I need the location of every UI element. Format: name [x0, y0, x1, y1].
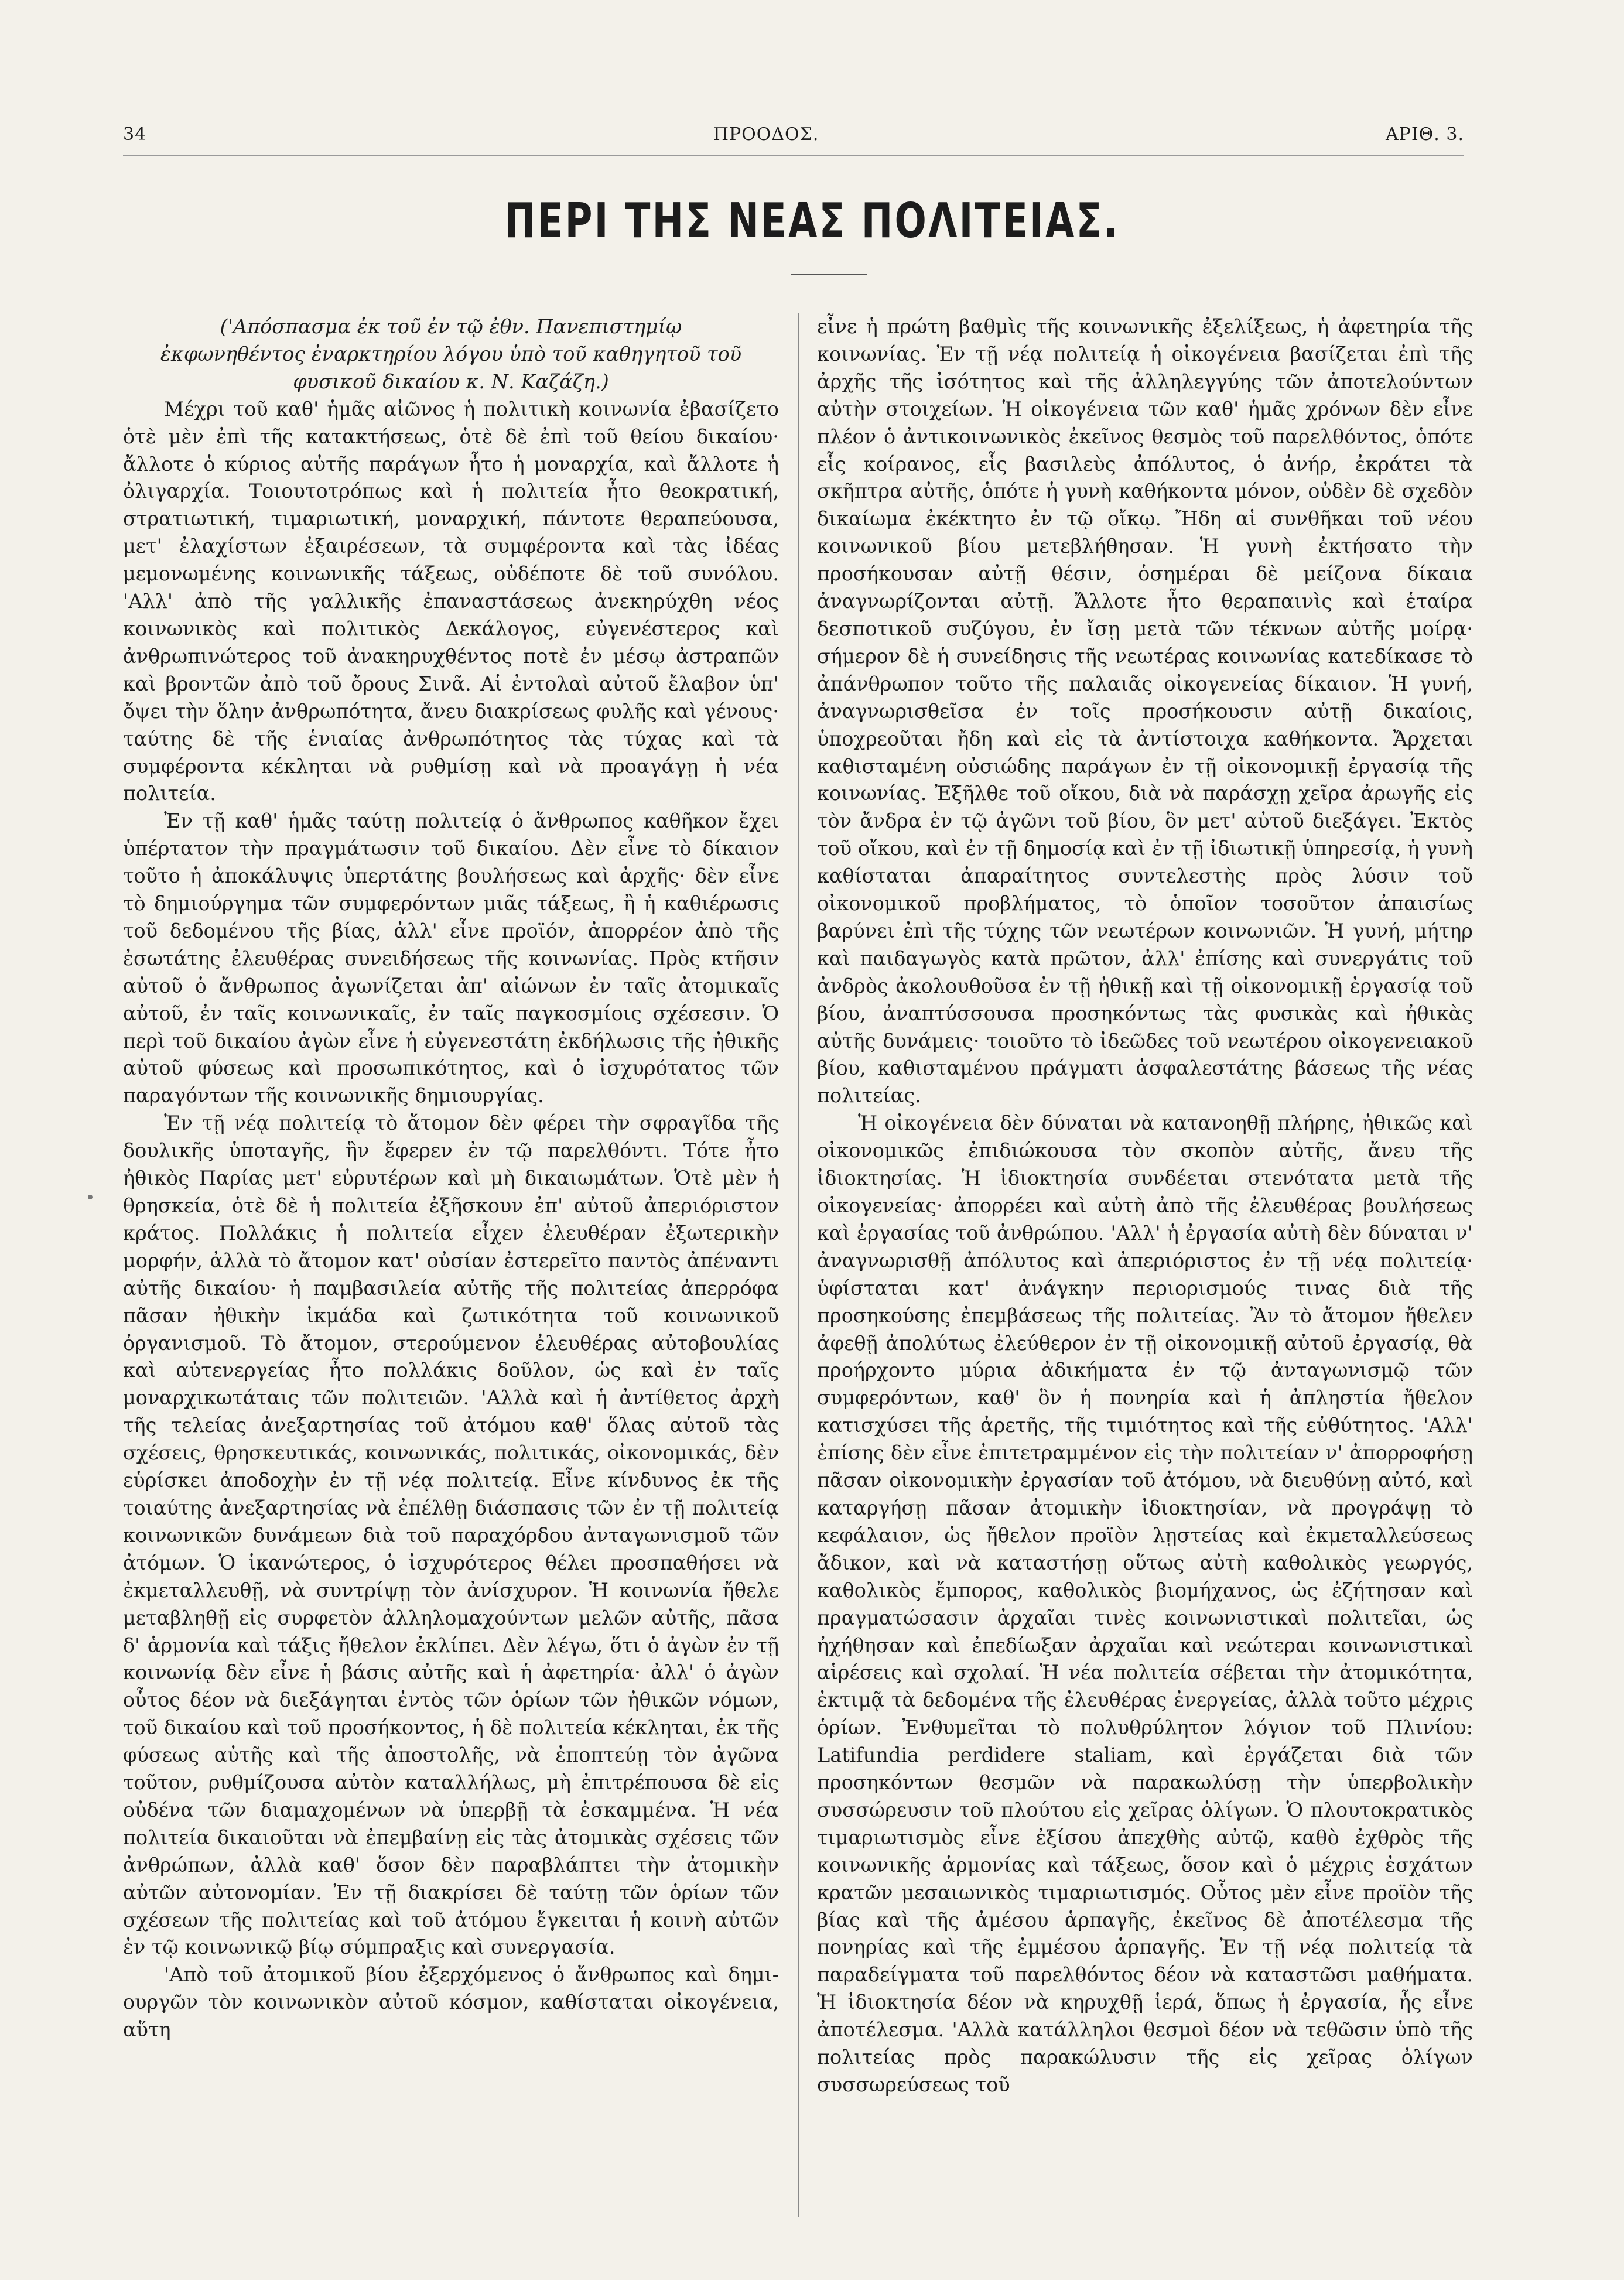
issue-number: ΑΡΙΘ. 3.	[1385, 124, 1464, 145]
running-header	[123, 124, 1464, 156]
paragraph: εἶνε ἡ πρώτη βαθμὶς τῆς κοινωνικῆς ἐξελίξεως, ἡ ἀφετηρία τῆς κοινωνίας. Ἐν τῇ νέᾳ πολιτείᾳ ἡ οἰκογένεια βασίζεται ἐπὶ τῆς ἀρχῆς τῆς ἰσότητος καὶ τῆς ἀλληλεγγύης τῶν ἀποτελούντων αὐτὴν στοιχείων. Ἡ οἰκογένεια τῶν καθ' ἡμᾶς χρόνων δὲν εἶνε πλέον ὁ ἀντικοινωνικὸς ἐκεῖνος θεσμὸς τοῦ παρελθόντος, ὁπότε εἷς κοίρανος, εἷς βασιλεὺς ἀπόλυτος, ὁ ἀνήρ, ἐκράτει τὰ σκῆπτρα αὐτῆς, ὁπότε ἡ γυνὴ καθήκοντα μόνον, οὐδὲν δὲ σχεδὸν δικαίωμα ἐκέκτητο ἐν τῷ οἴκῳ. Ἤδη αἱ συνθῆκαι τοῦ νέου κοινωνικοῦ βίου μετεβλήθησαν. Ἡ γυνὴ ἐκτήσατο τὴν προσήκουσαν αὐτῇ θέσιν, ὁσημέραι δὲ μείζονα δίκαια ἀναγνωρίζονται αὐτῇ. Ἄλλοτε ἦτο θεραπαινὶς καὶ ἑταίρα δεσποτικοῦ συζύγου, ἐν ἴσῃ μετὰ τῶν τέκνων αὐτῆς μοίρᾳ· σήμερον δὲ ἡ συνείδησις τῆς νεωτέρας κοινωνίας κατεδίκασε τὸ ἀπάνθρωπον τοῦτο τῆς παλαιᾶς οἰκογενείας δίκαιον. Ἡ γυνή, ἀναγνωρισθεῖσα ἐν τοῖς προσήκουσιν αὐτῇ δικαίοις, ὑποχρεοῦται ἤδη καὶ εἰς τὰ ἀντίστοιχα καθήκοντα. Ἄρχεται καθισταμένη οὐσιώδης παράγων ἐν τῇ οἰκονομικῇ ἐργασίᾳ τῆς κοινωνίας. Ἐξῆλθε τοῦ οἴκου, διὰ νὰ παράσχῃ χεῖρα ἀρωγῆς εἰς τὸν ἄνδρα ἐν τῷ ἀγῶνι τοῦ βίου, ὃν μετ' αὐτοῦ διεξάγει. Ἐκτὸς τοῦ οἴκου, καὶ ἐν τῇ δημοσίᾳ καὶ ἐν τῇ ἰδιωτικῇ ὑπηρεσίᾳ, ἡ γυνὴ καθίσταται ἀπαραίτητος συντελεστὴς πρὸς λύσιν τοῦ οἰκονομικοῦ προβλήματος, τὸ ὁποῖον τοσοῦτον ἀπαισίως βαρύνει ἐπὶ τῆς τύχης τῶν νεωτέρων κοινωνιῶν. Ἡ γυνή, μήτηρ καὶ παιδαγωγὸς κατὰ πρῶτον, ἀλλ' ἐπίσης καὶ συνεργάτις τοῦ ἀνδρὸς ἀκολουθοῦσα ἐν τῇ ἠθικῇ καὶ τῇ οἰκονομικῇ ἐργασίᾳ τοῦ βίου, ἀναπτύσσουσα προσηκόντως τὰς φυσικὰς καὶ ἠθικὰς αὐτῆς δυνάμεις· τοιοῦτο τὸ ἰδεῶδες τοῦ νεωτέρου οἰκογενειακοῦ βίου, καθισταμένου πράγματι ἀσφαλεστάτης βάσεως τῆς νέας πολιτείας.	[817, 315, 1473, 1107]
journal-name: ΠΡΟΟΔΟΣ.	[713, 124, 819, 145]
title-rule	[791, 274, 867, 275]
paragraph: Μέχρι τοῦ καθ' ἡμᾶς αἰῶνος ἡ πολιτικὴ κοινωνία ἐβασίζετο ὁτὲ μὲν ἐπὶ τῆς κατακτήσεως, ὁτὲ δὲ ἐπὶ τοῦ θείου δικαίου· ἄλλοτε ὁ κύριος αὐτῆς παράγων ἦτο ἡ μοναρχία, καὶ ἄλλοτε ἡ ὀλιγαρχία. Τοιουτοτρόπως καὶ ἡ πολιτεία ἦτο θεοκρατική, στρατιωτική, τιμαριωτική, μοναρχική, πάντοτε θεραπεύουσα, μετ' ἐλαχίστων ἐξαιρέσεων, τὰ συμφέροντα καὶ τὰς ἰδέας μεμονωμένης κοινωνικῆς τάξεως, οὐδέποτε δὲ τοῦ συνόλου. 'Αλλ' ἀπὸ τῆς γαλλικῆς ἐπαναστάσεως ἀνεκηρύχθη νέος κοινωνικὸς καὶ πολιτικὸς Δεκάλογος, εὐγενέστερος καὶ ἀνθρωπινώτερος τοῦ ἀνακηρυχθέντος ποτὲ ἐν μέσῳ ἀστραπῶν καὶ βροντῶν ἀπὸ τοῦ ὄρους Σινᾶ. Αἱ ἐντολαὶ αὐτοῦ ἔλαβον ὑπ' ὄψει τὴν ὅλην ἀνθρωπότητα, ἄνευ διακρίσεως φυλῆς καὶ γένους· ταύτης δὲ τῆς ἑνιαίας ἀνθρωπότητος τὰς τύχας καὶ τὰ συμφέροντα κέκληται νὰ ρυθμίσῃ καὶ νὰ προαγάγῃ ἡ νέα πολιτεία.	[123, 397, 779, 805]
paragraph: Ἐν τῇ καθ' ἡμᾶς ταύτῃ πολιτείᾳ ὁ ἄνθρωπος καθῆκον ἔχει ὑπέρτατον τὴν πραγμάτωσιν τοῦ δικαίου. Δὲν εἶνε τὸ δίκαιον τοῦτο ἡ ἀποκάλυψις ὑπερτάτης βουλήσεως καὶ ἀρχῆς· δὲν εἶνε τὸ δημιούργημα τῶν συμφερόντων μιᾶς τάξεως, ἢ ἡ καθιέρωσις τοῦ δεδομένου τῆς βίας, ἀλλ' εἶνε προϊόν, ἀπορρέον ἀπὸ τῆς ἐσωτάτης ἐλευθέρας συνειδήσεως τῆς κοινωνίας. Πρὸς κτῆσιν αὐτοῦ ὁ ἄνθρωπος ἀγωνίζεται ἀπ' αἰώνων ἐν ταῖς ἀτομικαῖς αὐτοῦ, ἐν ταῖς κοινωνικαῖς, ἐν ταῖς παγκοσμίοις σχέσεσιν. Ὁ περὶ τοῦ δικαίου ἀγὼν εἶνε ἡ εὐγενεστάτη ἐκδήλωσις τῆς ἠθικῆς αὐτοῦ φύσεως καὶ προσωπικότητος, καὶ ὁ ἰσχυρότατος τῶν παραγόντων τῆς κοινωνικῆς δημιουργίας.	[123, 809, 779, 1107]
article-title: ΠΕΡΙ ΤΗΣ ΝΕΑΣ ΠΟΛΙΤΕΙΑΣ.	[504, 193, 1120, 249]
column-divider	[798, 313, 799, 2217]
margin-mark	[88, 1195, 93, 1199]
paragraph: Ἡ οἰκογένεια δὲν δύναται νὰ κατανοηθῇ πλήρης, ἠθικῶς καὶ οἰκονομικῶς ἐπιδιώκουσα τὸν σκοπὸν αὐτῆς, ἄνευ τῆς ἰδιοκτησίας. Ἡ ἰδιοκτησία συνδέεται στενότατα μετὰ τῆς οἰκογενείας· ἀπορρέει καὶ αὐτὴ ἀπὸ τῆς ἐλευθέρας βουλήσεως καὶ ἐργασίας τοῦ ἀνθρώπου. 'Αλλ' ἡ ἐργασία αὐτὴ δὲν δύναται ν' ἀναγνωρισθῇ ἀπόλυτος καὶ ἀπεριόριστος ἐν τῇ νέᾳ πολιτείᾳ· ὑφίσταται κατ' ἀνάγκην περιορισμούς τινας διὰ τῆς προσηκούσης ἐπεμβάσεως τῆς πολιτείας. Ἂν τὸ ἄτομον ἤθελεν ἀφεθῇ ἀπολύτως ἐλεύθερον ἐν τῇ οἰκονομικῇ αὐτοῦ ἐργασίᾳ, θὰ προήρχοντο μύρια ἀδικήματα ἐν τῷ ἀνταγωνισμῷ τῶν συμφερόντων, καθ' ὃν ἡ πονηρία καὶ ἡ ἀπληστία ἤθελον κατισχύσει τῆς ἀρετῆς, τῆς τιμιότητος καὶ τῆς εὐθύτητος. 'Αλλ' ἐπίσης δὲν εἶνε ἐπιτετραμμένον εἰς τὴν πολιτείαν ν' ἀπορροφήσῃ πᾶσαν οἰκονομικὴν ἐργασίαν τοῦ ἀτόμου, νὰ διευθύνῃ αὐτό, καὶ καταργήσῃ πᾶσαν ἀτομικὴν ἰδιοκτησίαν, νὰ προγράψῃ τὸ κεφάλαιον, ὡς ἤθελον προϊὸν λῃστείας καὶ ἐκμεταλλεύσεως ἄδικον, καὶ νὰ καταστήσῃ οὕτως αὐτὴ καθολικὸς γεωργός, καθολικὸς ἔμπορος, καθολικὸς βιομήχανος, ὡς ἐζήτησαν καὶ πραγματώσασιν ἀρχαῖαι τινὲς κοινωνιστικαὶ πολιτεῖαι, ὡς ἠχήθησαν καὶ ἐπεδίωξαν ἀρχαῖαι καὶ νεώτεραι κοινωνιστικαὶ αἱρέσεις καὶ σχολαί. Ἡ νέα πολιτεία σέβεται τὴν ἀτομικότητα, ἐκτιμᾷ τὰ δεδομένα τῆς ἐλευθέρας ἐνεργείας, ἀλλὰ τοῦτο μέχρις ὁρίων. Ἐνθυμεῖται τὸ πολυθρύλητον λόγιον τοῦ Πλινίου: Latifundia perdidere staliam, καὶ ἐργάζεται διὰ τῶν προσηκόντων θεσμῶν νὰ παρακωλύσῃ τὴν ὑπερβολικὴν συσσώρευσιν τοῦ πλούτου εἰς χεῖρας ὀλίγων. Ὁ πλουτοκρατικὸς τιμαριωτισμὸς εἶνε ἐξίσου ἀπεχθὴς αὐτῷ, καθὸ ἐχθρὸς τῆς κοινωνικῆς ἁρμονίας καὶ τάξεως, ὅσον καὶ ὁ μέχρις ἐσχάτων κρατῶν μεσαιωνικὸς τιμαριωτισμός. Οὗτος μὲν εἶνε προϊὸν τῆς βίας καὶ τῆς ἀμέσου ἁρπαγῆς, ἐκεῖνος δὲ ἀποτέλεσμα τῆς πονηρίας καὶ τῆς ἐμμέσου ἁρπαγῆς. Ἐν τῇ νέᾳ πολιτείᾳ τὰ παραδείγματα τοῦ παρελθόντος δέον νὰ καταστῶσι μαθήματα. Ἡ ἰδιοκτησία δέον νὰ κηρυχθῇ ἱερά, ὅπως ἡ ἐργασία, ἧς εἶνε ἀποτέλεσμα. 'Αλλὰ κατάλληλοι θεσμοὶ δέον νὰ τεθῶσιν ὑπὸ τῆς πολιτείας πρὸς παρακώλυσιν τῆς εἰς χεῖρας ὀλίγων συσσωρεύσεως τοῦ	[817, 1112, 1473, 2096]
paragraph: 'Απὸ τοῦ ἀτομικοῦ βίου ἐξερχόμενος ὁ ἄνθρωπος καὶ δημιουργῶν τὸν κοινωνικὸν αὐτοῦ κόσμον, καθίσταται οἰκογένεια, αὕτη	[123, 1963, 779, 2042]
paragraph: Ἐν τῇ νέᾳ πολιτείᾳ τὸ ἄτομον δὲν φέρει τὴν σφραγῖδα τῆς δουλικῆς ὑποταγῆς, ἣν ἔφερεν ἐν τῷ παρελθόντι. Τότε ἦτο ἠθικὸς Παρίας μετ' εὐρυτέρων καὶ μὴ δικαιωμάτων. Ὁτὲ μὲν ἡ θρησκεία, ὁτὲ δὲ ἡ πολιτεία ἐξῆσκουν ἐπ' αὐτοῦ ἀπεριόριστον κράτος. Πολλάκις ἡ πολιτεία εἶχεν ἐλευθέραν ἐξωτερικὴν μορφήν, ἀλλὰ τὸ ἄτομον κατ' οὐσίαν ἐστερεῖτο παντὸς ἀπέναντι αὐτῆς δικαίου· ἡ παμβασιλεία αὐτῆς τῆς πολιτείας ἀπερρόφα πᾶσαν ἠθικὴν ἰκμάδα καὶ ζωτικότητα τοῦ κοινωνικοῦ ὀργανισμοῦ. Τὸ ἄτομον, στερούμενον ἐλευθέρας αὐτοβουλίας καὶ αὐτενεργείας ἦτο πολλάκις δοῦλον, ὡς καὶ ἐν ταῖς μοναρχικωτάταις τῶν πολιτειῶν. 'Αλλὰ καὶ ἡ ἀντίθετος ἀρχὴ τῆς τελείας ἀνεξαρτησίας τοῦ ἀτόμου καθ' ὅλας αὐτοῦ τὰς σχέσεις, θρησκευτικάς, κοινωνικάς, πολιτικάς, οἰκονομικάς, δὲν εὑρίσκει ἀποδοχὴν ἐν τῇ νέᾳ πολιτείᾳ. Εἶνε κίνδυνος ἐκ τῆς τοιαύτης ἀνεξαρτησίας νὰ ἐπέλθῃ διάσπασις τῶν ἐν τῇ πολιτείᾳ κοινωνικῶν δυνάμεων διὰ τοῦ παραχόρδου ἀνταγωνισμοῦ τῶν ἀτόμων. Ὁ ἱκανώτερος, ὁ ἰσχυρότερος θέλει προσπαθήσει νὰ ἐκμεταλλευθῇ, νὰ συντρίψῃ τὸν ἀνίσχυρον. Ἡ κοινωνία ἤθελε μεταβληθῇ εἰς συρφετὸν ἀλληλομαχούντων μελῶν αὐτῆς, πᾶσα δ' ἁρμονία καὶ τάξις ἤθελον ἐκλίπει. Δὲν λέγω, ὅτι ὁ ἀγὼν ἐν τῇ κοινωνίᾳ δὲν εἶνε ἡ βάσις αὐτῆς καὶ ἡ ἀφετηρία· ἀλλ' ὁ ἀγὼν οὗτος δέον νὰ διεξάγηται ἐντὸς τῶν ὁρίων τῶν ἠθικῶν νόμων, τοῦ δικαίου καὶ τοῦ προσήκοντος, ἡ δὲ πολιτεία κέκληται, ἐκ τῆς φύσεως αὐτῆς καὶ τῆς ἀποστολῆς, νὰ ἐποπτεύῃ τὸν ἀγῶνα τοῦτον, ρυθμίζουσα αὐτὸν καταλλήλως, μὴ ἐπιτρέπουσα δὲ εἰς οὐδένα τῶν διαμαχομένων νὰ ὑπερβῇ τὰ ἐσκαμμένα. Ἡ νέα πολιτεία δικαιοῦται νὰ ἐπεμβαίνῃ εἰς τὰς ἀτομικὰς σχέσεις τῶν ἀνθρώπων, ἀλλὰ καθ' ὅσον δὲν παραβλάπτει τὴν ἀτομικὴν αὐτῶν αὐτονομίαν. Ἐν τῇ διακρίσει δὲ ταύτῃ τῶν ὁρίων τῶν σχέσεων τῆς πολιτείας καὶ τοῦ ἀτόμου ἔγκειται ἡ κοινὴ αὐτῶν ἐν τῷ κοινωνικῷ βίῳ σύμπραξις καὶ συνεργασία.	[123, 1112, 779, 1959]
right-column	[817, 313, 1473, 2234]
page-number: 34	[123, 124, 147, 145]
article-subtitle: ('Απόσπασμα ἐκ τοῦ ἐν τῷ ἐθν. Πανεπιστημίῳ ἐκφωνηθέντος ἐναρκτηρίου λόγου ὑπὸ τοῦ καθηγητοῦ τοῦ φυσικοῦ δικαίου κ. Ν. Καζάζη.)	[160, 315, 742, 393]
left-column	[123, 313, 779, 2234]
